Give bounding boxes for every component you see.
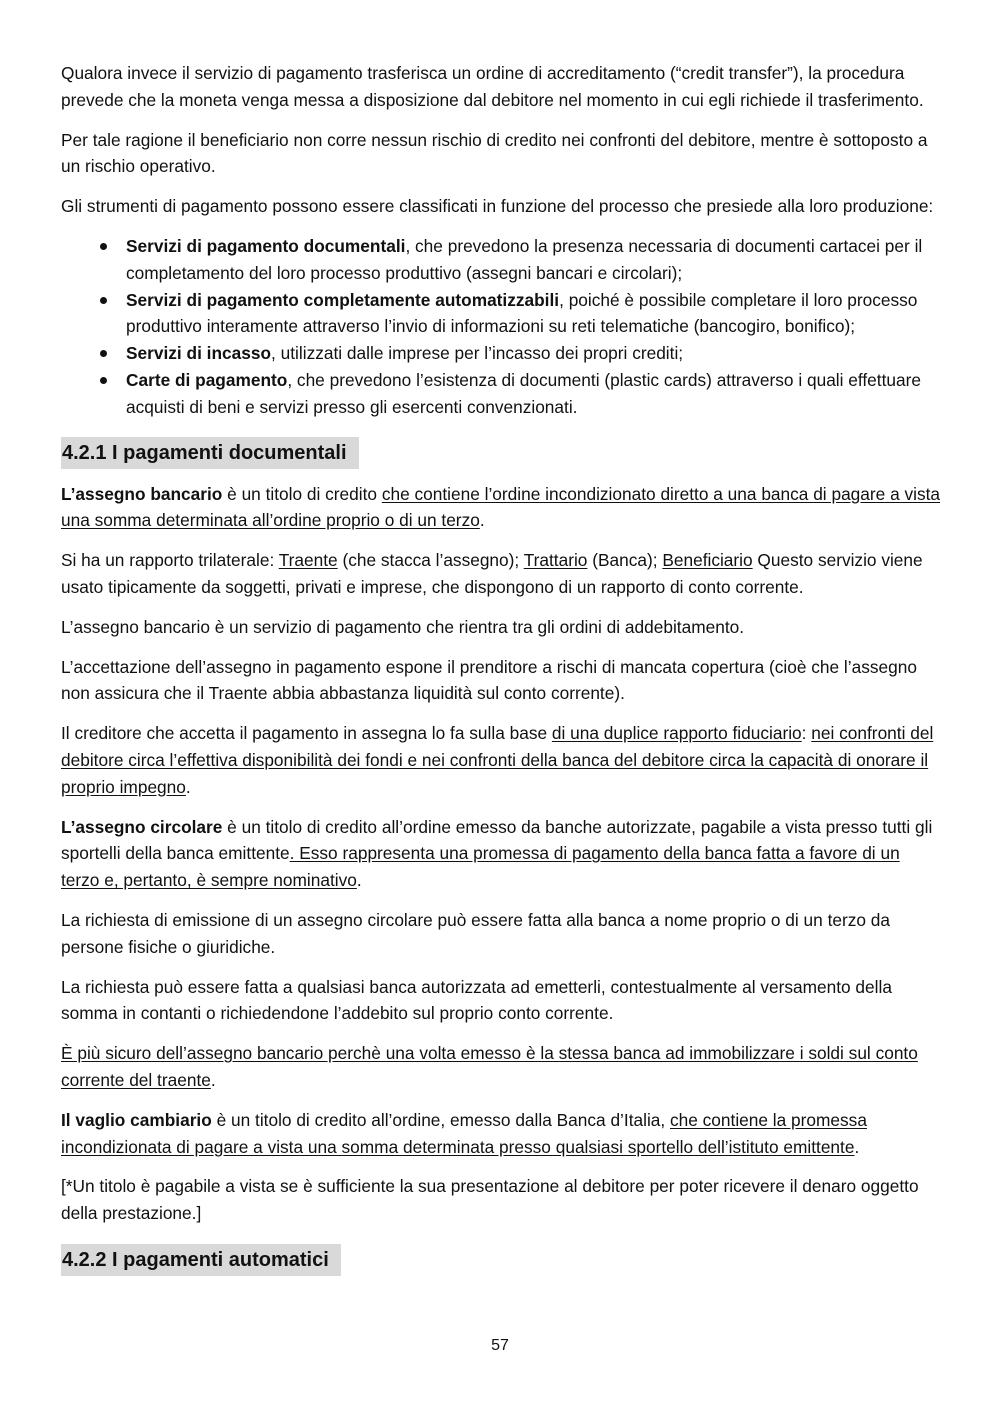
term-assegno-bancario: L’assegno bancario — [61, 483, 223, 504]
underlined-text: che contiene la promessa incondizionata di pagare a vista una somma determinata presso qualsiasi sportello dell’istituto emittente — [61, 1109, 867, 1157]
paragraph-richiesta-banca: La richiesta può essere fatta a qualsiasi banca autorizzata ad emetterli, contestualmente al versamento della somma in contanti o richiedendone l’addebito sul proprio conto corrente. — [61, 976, 892, 1024]
text-span: è un titolo di credito all’ordine emesso da banche autorizzate, pagabile a vista presso tutti gli sportelli della banca emittente — [61, 816, 933, 864]
paragraph-vaglio-cambiario — [61, 1107, 941, 1161]
list-item-term: Servizi di incasso — [126, 343, 272, 364]
underlined-text: Trattario — [523, 550, 588, 571]
text-span: . — [210, 1069, 216, 1090]
page-content — [61, 60, 941, 1288]
underlined-text: Beneficiario — [662, 550, 753, 571]
paragraph-addebitamento: L’assegno bancario è un servizio di pagamento che rientra tra gli ordini di addebitamento. — [61, 616, 745, 637]
text-span: . — [479, 510, 485, 531]
text-span: . — [185, 776, 191, 797]
paragraph-richiesta-emissione: La richiesta di emissione di un assegno circolare può essere fatta alla banca a nome proprio o di un terzo da persone fisiche o giuridiche. — [61, 909, 891, 957]
text-span: : — [801, 723, 812, 744]
underlined-text: È più sicuro dell’assegno bancario perchè una volta emesso è la stessa banca ad immobilizzare i soldi sul conto corrente del traente — [61, 1043, 918, 1090]
text-span: (che stacca l’assegno); — [337, 550, 524, 571]
section-heading-documentali: 4.2.1 I pagamenti documentali — [61, 437, 359, 469]
list-item-text: , che prevedono l’esistenza di documenti (plastic cards) attraverso i quali effettuare acquisti di beni e servizi presso gli esercenti convenzionati. — [126, 369, 921, 417]
list-item-term: Servizi di pagamento completamente automatizzabili — [126, 289, 560, 310]
list-item-text: , utilizzati dalle imprese per l’incasso dei propri crediti; — [271, 343, 684, 364]
paragraph-classificazione: Gli strumenti di pagamento possono essere classificati in funzione del processo che presiede alla loro produzione: — [61, 196, 934, 217]
paragraph-creditore — [61, 720, 941, 800]
list-item — [126, 287, 941, 341]
text-span: (Banca); — [587, 550, 663, 571]
text-span: . — [854, 1136, 860, 1157]
text-span: Si ha un rapporto trilaterale: — [61, 550, 279, 571]
paragraph-nota-vista: [*Un titolo è pagabile a vista se è sufficiente la sua presentazione al debitore per poter ricevere il denaro oggetto della prestazione.] — [61, 1176, 919, 1224]
text-span: è un titolo di credito all’ordine, emesso dalla Banca d’Italia, — [211, 1109, 670, 1130]
underlined-text: . Esso rappresenta una promessa di pagamento della banca fatta a favore di un terzo e, pertanto, è sempre nominativo — [61, 843, 900, 891]
text-span: . — [356, 870, 362, 891]
paragraph-credit-transfer: Qualora invece il servizio di pagamento trasferisca un ordine di accreditamento (“credit transfer”), la procedura prevede che la moneta venga messa a disposizione dal debitore nel momento in cui egli richiede il trasferimento. — [61, 63, 924, 110]
list-item — [126, 340, 941, 367]
term-vaglio-cambiario: Il vaglio cambiario — [61, 1109, 212, 1130]
text-span: Il creditore che accetta il pagamento in assegna lo fa sulla base — [61, 723, 552, 744]
underlined-text: Traente — [278, 550, 338, 571]
section-heading-automatici: 4.2.2 I pagamenti automatici — [61, 1244, 341, 1276]
underlined-text: nei confronti del debitore circa l’effettiva disponibilità dei fondi e nei confronti della banca del debitore circa la capacità di onorare il proprio impegno — [61, 723, 934, 797]
list-item — [126, 233, 941, 287]
page-number: 57 — [491, 1337, 509, 1354]
paragraph-assegno-circolare — [61, 814, 941, 894]
paragraph-accettazione: L’accettazione dell’assegno in pagamento espone il prenditore a rischi di mancata copertura (cioè che l’assegno non assicura che il Traente abbia abbastanza liquidità sul conto corrente). — [61, 656, 917, 704]
paragraph-assegno-bancario — [61, 481, 941, 535]
bullet-list — [61, 233, 941, 421]
term-assegno-circolare: L’assegno circolare — [61, 816, 223, 837]
underlined-text: di una duplice rapporto fiduciario — [551, 723, 802, 744]
underlined-text: che contiene l’ordine incondizionato diretto a una banca di pagare a vista una somma determinata all’ordine proprio o di un terzo — [61, 483, 941, 531]
text-span: è un titolo di credito — [222, 483, 382, 504]
list-item-text: , poiché è possibile completare il loro processo produttivo interamente attraverso l’invio di informazioni su reti telematiche (bancogiro, bonifico); — [126, 289, 918, 337]
paragraph-beneficiario: Per tale ragione il beneficiario non corre nessun rischio di credito nei confronti del debitore, mentre è sottoposto a un rischio operativo. — [61, 129, 928, 177]
text-span: Questo servizio viene usato tipicamente da soggetti, privati e imprese, che dispongono di un rapporto di conto corrente. — [61, 550, 923, 597]
list-item-term: Carte di pagamento — [126, 369, 288, 390]
list-item-text: , che prevedono la presenza necessaria di documenti cartacei per il completamento del loro processo produttivo (assegni bancari e circolari); — [126, 235, 923, 283]
paragraph-piu-sicuro — [61, 1040, 941, 1094]
list-item — [126, 367, 941, 421]
paragraph-rapporto-trilaterale — [61, 547, 941, 601]
list-item-term: Servizi di pagamento documentali — [126, 235, 406, 256]
